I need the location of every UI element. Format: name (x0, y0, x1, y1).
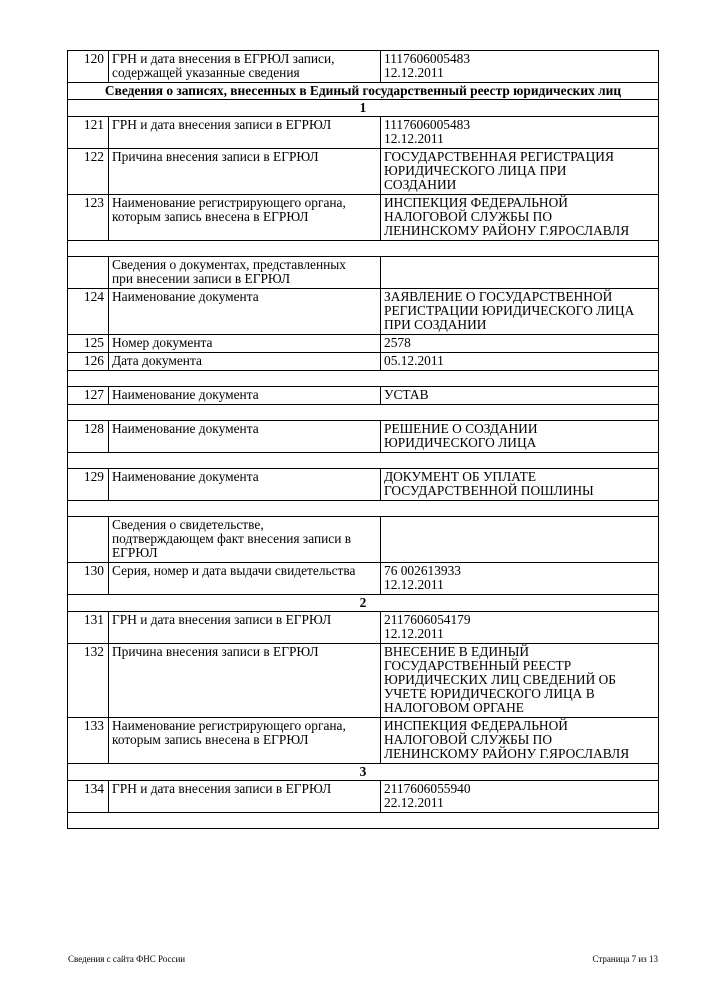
row-number: 132 (68, 644, 109, 718)
row-value (381, 257, 659, 289)
row-value: ЗАЯВЛЕНИЕ О ГОСУДАРСТВЕННОЙ РЕГИСТРАЦИИ ЮРИДИЧЕСКОГО ЛИЦА ПРИ СОЗДАНИИ (381, 289, 659, 335)
row-value: 76 002613933 12.12.2011 (381, 563, 659, 595)
section-title: 1 (68, 100, 659, 117)
row-number: 122 (68, 149, 109, 195)
section-title: Сведения о записях, внесенных в Единый государственный реестр юридических лиц (68, 83, 659, 100)
row-number: 123 (68, 195, 109, 241)
row-value: ИНСПЕКЦИЯ ФЕДЕРАЛЬНОЙ НАЛОГОВОЙ СЛУЖБЫ ПО ЛЕНИНСКОМУ РАЙОНУ Г.ЯРОСЛАВЛЯ (381, 195, 659, 241)
row-label: Наименование регистрирующего органа, которым запись внесена в ЕГРЮЛ (109, 195, 381, 241)
row-label: ГРН и дата внесения записи в ЕГРЮЛ (109, 781, 381, 813)
section-title-row (68, 83, 659, 100)
egrul-records-table (67, 50, 659, 829)
table-row (68, 517, 659, 563)
table-row (68, 117, 659, 149)
row-label: Причина внесения записи в ЕГРЮЛ (109, 149, 381, 195)
row-number: 121 (68, 117, 109, 149)
table-row (68, 563, 659, 595)
row-value: 2578 (381, 335, 659, 353)
spacer-row (68, 813, 659, 829)
row-value: 2117606054179 12.12.2011 (381, 612, 659, 644)
table-row (68, 781, 659, 813)
spacer-row (68, 241, 659, 257)
row-number (68, 257, 109, 289)
section-title-row (68, 764, 659, 781)
table-row (68, 387, 659, 405)
row-label: ГРН и дата внесения в ЕГРЮЛ записи, содержащей указанные сведения (109, 51, 381, 83)
row-value: ВНЕСЕНИЕ В ЕДИНЫЙ ГОСУДАРСТВЕННЫЙ РЕЕСТР ЮРИДИЧЕСКИХ ЛИЦ СВЕДЕНИЙ ОБ УЧЕТЕ ЮРИДИЧЕСКОГО ЛИЦА В НАЛОГОВОМ ОРГАНЕ (381, 644, 659, 718)
row-value: РЕШЕНИЕ О СОЗДАНИИ ЮРИДИЧЕСКОГО ЛИЦА (381, 421, 659, 453)
row-label: Дата документа (109, 353, 381, 371)
row-value: УСТАВ (381, 387, 659, 405)
table-row (68, 644, 659, 718)
spacer-row (68, 453, 659, 469)
row-value: 1117606005483 12.12.2011 (381, 51, 659, 83)
row-value: 1117606005483 12.12.2011 (381, 117, 659, 149)
spacer-row (68, 501, 659, 517)
section-title-row (68, 595, 659, 612)
row-value: ДОКУМЕНТ ОБ УПЛАТЕ ГОСУДАРСТВЕННОЙ ПОШЛИНЫ (381, 469, 659, 501)
row-label: Причина внесения записи в ЕГРЮЛ (109, 644, 381, 718)
table-row (68, 149, 659, 195)
spacer-cell (68, 813, 659, 829)
row-value: ИНСПЕКЦИЯ ФЕДЕРАЛЬНОЙ НАЛОГОВОЙ СЛУЖБЫ ПО ЛЕНИНСКОМУ РАЙОНУ Г.ЯРОСЛАВЛЯ (381, 718, 659, 764)
row-number: 120 (68, 51, 109, 83)
spacer-row (68, 405, 659, 421)
row-number: 129 (68, 469, 109, 501)
row-number: 124 (68, 289, 109, 335)
table-row (68, 612, 659, 644)
section-title: 2 (68, 595, 659, 612)
table-row (68, 718, 659, 764)
row-value: ГОСУДАРСТВЕННАЯ РЕГИСТРАЦИЯ ЮРИДИЧЕСКОГО ЛИЦА ПРИ СОЗДАНИИ (381, 149, 659, 195)
section-title-row (68, 100, 659, 117)
table-row (68, 257, 659, 289)
row-number: 134 (68, 781, 109, 813)
row-number (68, 517, 109, 563)
footer-source: Сведения с сайта ФНС России (68, 954, 186, 964)
table-row (68, 469, 659, 501)
row-label: Сведения о свидетельстве, подтверждающем факт внесения записи в ЕГРЮЛ (109, 517, 381, 563)
table-body (68, 51, 659, 829)
spacer-cell (68, 501, 659, 517)
spacer-row (68, 371, 659, 387)
row-number: 127 (68, 387, 109, 405)
table-row (68, 195, 659, 241)
row-number: 125 (68, 335, 109, 353)
row-number: 131 (68, 612, 109, 644)
spacer-cell (68, 453, 659, 469)
row-value: 05.12.2011 (381, 353, 659, 371)
row-label: Наименование документа (109, 421, 381, 453)
row-label: ГРН и дата внесения записи в ЕГРЮЛ (109, 612, 381, 644)
table-row (68, 335, 659, 353)
spacer-cell (68, 405, 659, 421)
row-label: Номер документа (109, 335, 381, 353)
row-label: Наименование документа (109, 387, 381, 405)
section-title: 3 (68, 764, 659, 781)
table-row (68, 289, 659, 335)
spacer-cell (68, 371, 659, 387)
spacer-cell (68, 241, 659, 257)
footer-page-number: Страница 7 из 13 (592, 954, 658, 964)
table-row (68, 353, 659, 371)
row-label: Наименование регистрирующего органа, которым запись внесена в ЕГРЮЛ (109, 718, 381, 764)
row-number: 133 (68, 718, 109, 764)
row-label: ГРН и дата внесения записи в ЕГРЮЛ (109, 117, 381, 149)
row-label: Наименование документа (109, 469, 381, 501)
row-label: Наименование документа (109, 289, 381, 335)
row-label: Сведения о документах, представленных при внесении записи в ЕГРЮЛ (109, 257, 381, 289)
row-label: Серия, номер и дата выдачи свидетельства (109, 563, 381, 595)
table-row (68, 51, 659, 83)
table-row (68, 421, 659, 453)
row-number: 126 (68, 353, 109, 371)
row-value (381, 517, 659, 563)
row-value: 2117606055940 22.12.2011 (381, 781, 659, 813)
row-number: 128 (68, 421, 109, 453)
row-number: 130 (68, 563, 109, 595)
